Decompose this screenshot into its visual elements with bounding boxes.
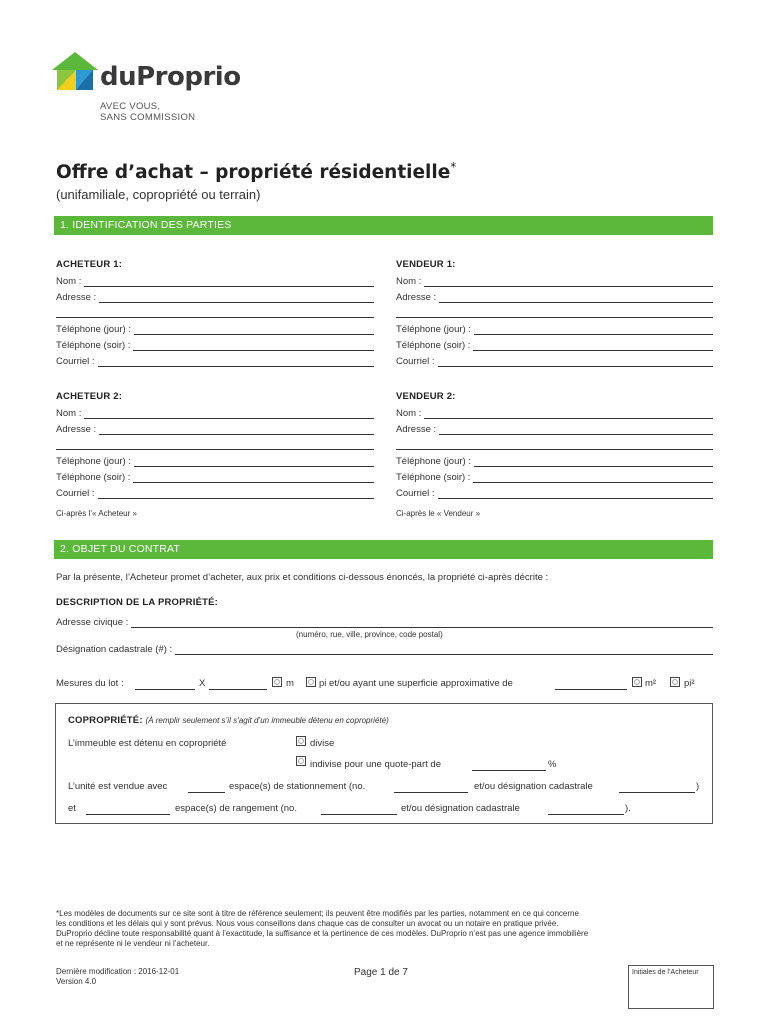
acheteur2-nom-field[interactable] (56, 408, 374, 419)
disclaimer-line-2: les conditions et les délais qui y sont prévus. Nous vous conseillons dans chaque cas de consulter un avocat ou un notaire en pratique privée. (56, 919, 559, 928)
unit-pi2-label: pi² (684, 678, 695, 689)
close-paren: ) (696, 781, 700, 792)
field-label: Adresse civique : (56, 617, 129, 628)
field-line[interactable] (133, 342, 374, 351)
field-label: Téléphone (soir) : (56, 472, 131, 483)
et-label: et (68, 803, 76, 814)
rangement-no-blank[interactable] (321, 813, 397, 815)
designation-cadastrale-field[interactable] (56, 644, 713, 655)
field-line[interactable] (473, 474, 713, 483)
field-label: Téléphone (jour) : (396, 456, 471, 467)
superficie-blank[interactable] (555, 688, 627, 690)
vendeur2-tel-jour-field[interactable] (396, 456, 713, 467)
acheteur1-tel-jour-field[interactable] (56, 324, 374, 335)
pi-superficie-text: pi et/ou ayant une superficie approximative de (319, 678, 513, 689)
quote-part-blank[interactable] (472, 769, 546, 771)
field-line[interactable] (424, 278, 713, 287)
field-line[interactable] (474, 326, 713, 335)
vendeur2-heading: VENDEUR 2: (396, 391, 456, 402)
adresse-civique-field[interactable] (56, 617, 713, 628)
field-line[interactable] (131, 619, 713, 628)
vendeur2-adresse-line-2[interactable] (396, 448, 713, 450)
tagline (100, 101, 195, 123)
vendeur1-adresse-field[interactable] (396, 292, 713, 303)
field-line[interactable] (439, 294, 713, 303)
vendeur1-tel-jour-field[interactable] (396, 324, 713, 335)
field-label: Courriel : (396, 488, 435, 499)
field-line[interactable] (134, 326, 374, 335)
copro-detenu-label: L’immeuble est détenu en copropriété (68, 738, 227, 749)
field-label: Désignation cadastrale (#) : (56, 644, 173, 655)
field-label: Téléphone (jour) : (56, 324, 131, 335)
initials-label: Initiales de l’Acheteur (632, 969, 699, 976)
stationnement-designation: et/ou désignation cadastrale (474, 781, 593, 792)
document-title (56, 160, 456, 183)
unit-m-label: m (286, 678, 294, 689)
acheteur2-tel-soir-field[interactable] (56, 472, 374, 483)
disclaimer-line-1: *Les modèles de documents sur ce site sont à titre de référence seulement; ils peuvent être modifiés par les parties, notamment en ce qui concerne (56, 909, 579, 918)
vendeur-note: Ci-après le « Vendeur » (396, 509, 481, 518)
divise-label: divise (310, 738, 335, 749)
field-line[interactable] (98, 358, 374, 367)
copropriete-header (68, 715, 389, 726)
rangement-count-blank[interactable] (86, 813, 170, 815)
unit-m2-checkbox[interactable] (632, 677, 642, 687)
acheteur1-adresse-field[interactable] (56, 292, 374, 303)
field-line[interactable] (99, 426, 374, 435)
objet-intro: Par la présente, l’Acheteur promet d’acheter, aux prix et conditions ci-dessous énoncés, la propriété ci-après décrite : (56, 572, 549, 583)
disclaimer (56, 909, 716, 949)
close-paren-dot: ). (625, 803, 631, 814)
field-label: Nom : (396, 276, 422, 287)
acheteur1-courriel-field[interactable] (56, 356, 374, 367)
field-line[interactable] (175, 646, 713, 655)
disclaimer-line-3: DuProprio décline toute responsabilité quant à l’exactitude, la suffisance et la pertinence de ces modèles. DuProprio n’est pas une agence immobilière (56, 929, 589, 938)
unit-m-checkbox[interactable] (272, 677, 282, 687)
acheteur2-adresse-field[interactable] (56, 424, 374, 435)
description-heading: DESCRIPTION DE LA PROPRIÉTÉ: (56, 597, 219, 608)
field-line[interactable] (438, 490, 713, 499)
document-meta (56, 967, 179, 987)
field-label: Courriel : (56, 488, 95, 499)
field-label: Adresse : (56, 292, 97, 303)
initials-box[interactable] (628, 965, 714, 1009)
brand-name: duProprio (100, 62, 241, 92)
vendeur2-courriel-field[interactable] (396, 488, 713, 499)
acheteur-note: Ci-après l’« Acheteur » (56, 509, 137, 518)
unit-pi-checkbox[interactable] (306, 677, 316, 687)
field-label: Courriel : (396, 356, 435, 367)
field-line[interactable] (473, 342, 713, 351)
rangement-designation: et/ou désignation cadastrale (401, 803, 520, 814)
mesures-blank-1[interactable] (135, 688, 195, 690)
field-label: Nom : (56, 276, 82, 287)
vendeur1-adresse-line-2[interactable] (396, 316, 713, 318)
field-label: Adresse : (56, 424, 97, 435)
acheteur2-heading: ACHETEUR 2: (56, 391, 123, 402)
document-subtitle: (unifamiliale, copropriété ou terrain) (56, 187, 261, 202)
acheteur1-nom-field[interactable] (56, 276, 374, 287)
title-text: Offre d’achat – propriété résidentielle (56, 162, 451, 184)
copropriete-note: (À remplir seulement s’il s’agit d’un immeuble détenu en copropriété) (145, 716, 389, 725)
stationnement-designation-blank[interactable] (619, 791, 695, 793)
vendeur2-nom-field[interactable] (396, 408, 713, 419)
acheteur1-tel-soir-field[interactable] (56, 340, 374, 351)
vendeur2-tel-soir-field[interactable] (396, 472, 713, 483)
field-line[interactable] (99, 294, 374, 303)
vendeur2-adresse-field[interactable] (396, 424, 713, 435)
stationnement-label: espace(s) de stationnement (no. (229, 781, 366, 792)
section-header-identification: 1. IDENTIFICATION DES PARTIES (54, 216, 713, 235)
vendeur1-heading: VENDEUR 1: (396, 259, 456, 270)
field-label: Téléphone (jour) : (396, 324, 471, 335)
field-line[interactable] (438, 358, 713, 367)
field-label: Nom : (56, 408, 82, 419)
field-label: Téléphone (soir) : (396, 472, 471, 483)
copropriete-heading: COPROPRIÉTÉ: (68, 715, 143, 726)
vendeur1-courriel-field[interactable] (396, 356, 713, 367)
vendeur1-nom-field[interactable] (396, 276, 713, 287)
tagline-line-2: SANS COMMISSION (100, 112, 196, 123)
mesures-blank-2[interactable] (209, 688, 267, 690)
field-label: Nom : (396, 408, 422, 419)
disclaimer-line-4: et ne représente ni le vendeur ni l’acheteur. (56, 939, 210, 948)
mesures-x: X (199, 678, 206, 689)
acheteur2-adresse-line-2[interactable] (56, 448, 374, 450)
indivise-label: indivise pour une quote-part de (310, 759, 441, 770)
field-label: Téléphone (jour) : (56, 456, 131, 467)
field-line[interactable] (474, 458, 713, 467)
unit-pi2-checkbox[interactable] (670, 677, 680, 687)
rangement-label: espace(s) de rangement (no. (175, 803, 297, 814)
vendeur1-tel-soir-field[interactable] (396, 340, 713, 351)
version: Version 4.0 (56, 977, 97, 986)
unite-label: L’unité est vendue avec (68, 781, 168, 792)
field-line[interactable] (439, 426, 713, 435)
mesures-label: Mesures du lot : (56, 678, 124, 689)
section-header-objet: 2. OBJET DU CONTRAT (54, 540, 713, 559)
acheteur2-courriel-field[interactable] (56, 488, 374, 499)
logo (52, 52, 98, 92)
rangement-designation-blank[interactable] (548, 813, 624, 815)
stationnement-no-blank[interactable] (394, 791, 468, 793)
page-number: Page 1 de 7 (354, 967, 408, 978)
acheteur1-adresse-line-2[interactable] (56, 316, 374, 318)
field-label: Téléphone (soir) : (56, 340, 131, 351)
indivise-checkbox[interactable] (296, 756, 306, 766)
field-line[interactable] (98, 490, 374, 499)
acheteur2-tel-jour-field[interactable] (56, 456, 374, 467)
field-line[interactable] (84, 278, 374, 287)
adresse-hint: (numéro, rue, ville, province, code postal) (296, 630, 443, 639)
field-line[interactable] (134, 458, 374, 467)
title-asterisk: * (450, 160, 457, 174)
stationnement-count-blank[interactable] (188, 791, 225, 793)
field-label: Téléphone (soir) : (396, 340, 471, 351)
field-line[interactable] (424, 410, 713, 419)
last-modified: Dernière modification : 2016-12-01 (56, 967, 180, 976)
field-label: Courriel : (56, 356, 95, 367)
tagline-line-1: AVEC VOUS, (100, 101, 161, 112)
acheteur1-heading: ACHETEUR 1: (56, 259, 123, 270)
house-logo-icon (52, 52, 98, 92)
divise-checkbox[interactable] (296, 736, 306, 746)
field-line[interactable] (84, 410, 374, 419)
field-label: Adresse : (396, 424, 437, 435)
field-label: Adresse : (396, 292, 437, 303)
unit-m2-label: m² (645, 678, 657, 689)
percent-sign: % (548, 759, 557, 770)
field-line[interactable] (133, 474, 374, 483)
